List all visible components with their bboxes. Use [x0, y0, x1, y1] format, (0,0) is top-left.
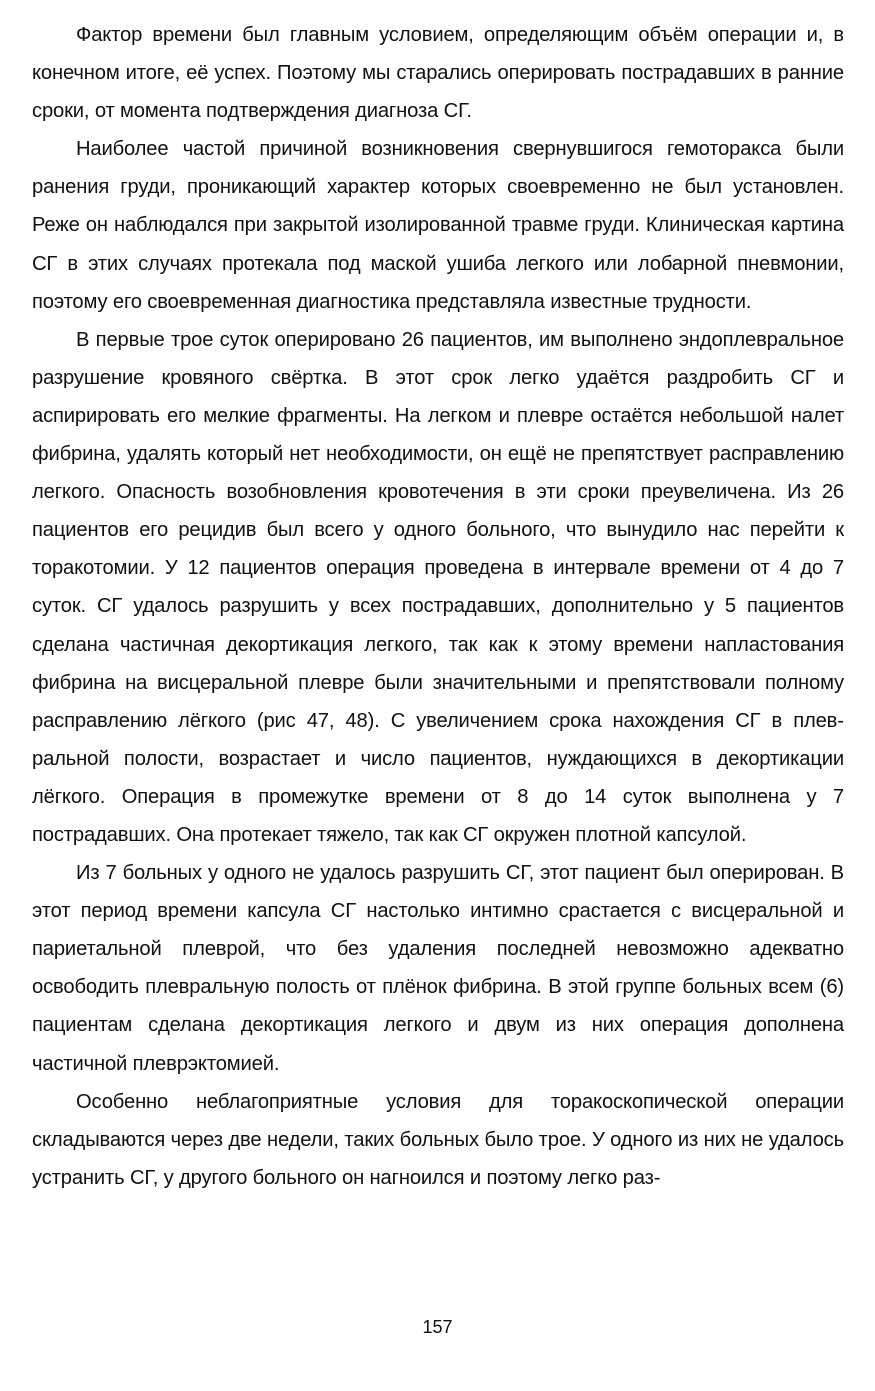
body-text	[32, 16, 844, 1197]
paragraph-3: В первые трое суток оперировано 26 пациентов, им выполнено эндоплевральное разрушение кровяного свёртка. В этот срок легко удаётся раздробить СГ и аспирировать его мелкие фрагменты. На легком и плевре остаётся небольшой налет фибрина, удалять который нет необходимости, он ещё не препятствует расправлению легкого. Опасность возобновления кровотечения в эти сроки преувеличена. Из 26 пациентов его рецидив был всего у одного больного, что вынудило нас перейти к торакотомии. У 12 пациентов операция проведена в интервале времени от 4 до 7 суток. СГ удалось разрушить у всех пострадавших, дополнительно у 5 пациентов сделана частичная декортикация легкого, так как к этому времени напластования фибрина на висцеральной плевре были значительными и препятствовали полному расправлению лёгкого (рис 47, 48). С увеличением срока нахождения СГ в плевральной полости, возрастает и число пациентов, нуждающихся в декортикации лёгкого. Операция в промежутке времени от 8 до 14 суток выполнена у 7 пострадавших. Она протекает тяжело, так как СГ окружен плотной капсулой.	[32, 328, 844, 846]
paragraph-4: Из 7 больных у одного не удалось разрушить СГ, этот пациент был оперирован. В этот период времени капсула СГ настолько интимно срастается с висцеральной и париетальной плеврой, что без удаления последней невозможно адекватно освободить плевральную полость от плёнок фибрина. В этой группе больных всем (6) пациентам сделана декортикация легкого и двум из них операция дополнена частичной плеврэктомией.	[32, 862, 844, 1075]
paragraph-1: Фактор времени был главным условием, определяющим объём операции и, в конечном итоге, её успех. Поэтому мы старались оперировать пострадавших в ранние сроки, от момента подтверждения диагноза СГ.	[32, 24, 844, 123]
page-number: 157	[422, 1317, 453, 1337]
paragraph-2: Наиболее частой причиной возникновения свернувшигося гемоторакса были ранения груди, проникающий характер которых своевременно не был установлен. Реже он наблюдался при закрытой изолированной травме груди. Клиническая картина СГ в этих случаях протекала под маской ушиба легкого или лобарной пневмонии, поэтому его своевременная диагностика представляла известные трудности.	[32, 138, 844, 313]
paragraph-5: Особенно неблагоприятные условия для торакоскопической операции складываются через две недели, таких больных было трое. У одного из них не удалось устранить СГ, у другого больного он нагноился и поэтому легко раз-	[32, 1090, 844, 1189]
